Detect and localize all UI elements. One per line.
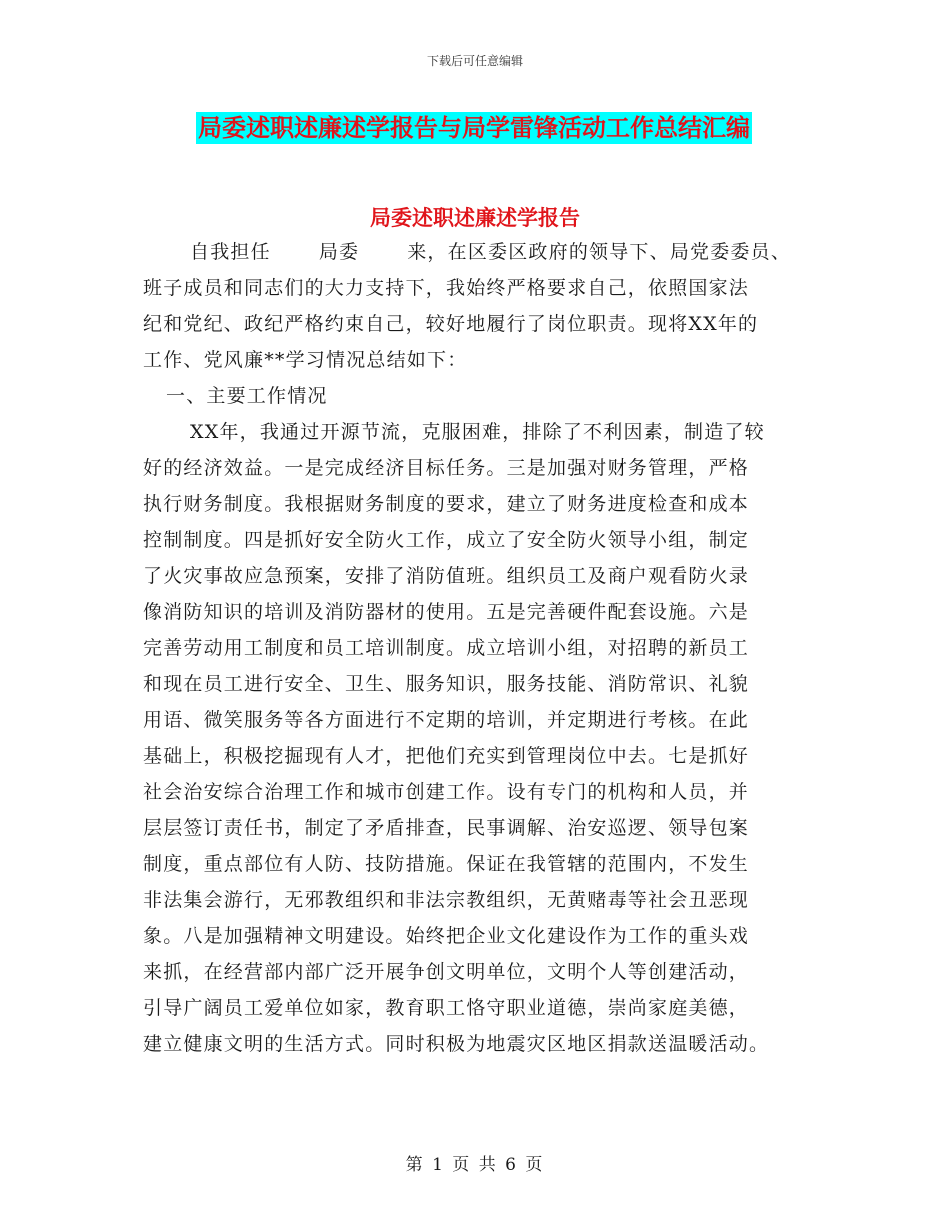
body-line-8: 执行财务制度。我根据财务制度的要求，建立了财务进度检查和成本 [143, 493, 750, 515]
body-line-14: 用语、微笑服务等各方面进行不定期的培训，并定期进行考核。在此 [143, 709, 750, 731]
body-line-19: 非法集会游行，无邪教组织和非法宗教组织，无黄赌毒等社会丑恶现 [143, 889, 750, 911]
body-line-10: 了火灾事故应急预案，安排了消防值班。组织员工及商户观看防火录 [143, 565, 750, 587]
body-line-1-part-3: 来，在区委区政府的领导下、局党委委员、 [407, 241, 792, 263]
body-line-1-part-2: 局委 [318, 241, 360, 263]
body-line-23: 建立健康文明的生活方式。同时积极为地震灾区地区捐款送温暖活动。 [143, 1033, 770, 1055]
body-line-1 [190, 234, 870, 270]
subheading-main-work: 一、主要工作情况 [166, 385, 328, 407]
header-note: 下载后可任意编辑 [426, 54, 523, 68]
body-line-21: 来抓，在经营部内部广泛开展争创文明单位，文明个人等创建活动， [143, 961, 750, 983]
body-line-2: 班子成员和同志们的大力支持下，我始终严格要求自己，依照国家法 [143, 277, 750, 299]
body-line-9: 控制制度。四是抓好安全防火工作，成立了安全防火领导小组，制定 [143, 529, 750, 551]
body-line-11: 像消防知识的培训及消防器材的使用。五是完善硬件配套设施。六是 [143, 601, 750, 623]
body-line-4: 工作、党风廉**学习情况总结如下： [143, 349, 468, 371]
body-line-15: 基础上，积极挖掘现有人才，把他们充实到管理岗位中去。七是抓好 [143, 745, 750, 767]
body-line-1-part-1: 自我担任 [190, 241, 271, 263]
section-title: 局委述职述廉述学报告 [370, 206, 580, 230]
body-line-20: 象。八是加强精神文明建设。始终把企业文化建设作为工作的重头戏 [143, 925, 750, 947]
body-line-3: 纪和党纪、政纪严格约束自己，较好地履行了岗位职责。现将XX年的 [143, 313, 759, 335]
page-number-footer: 第 1 页 共 6 页 [405, 1155, 545, 1175]
body-line-22: 引导广阔员工爱单位如家，教育职工恪守职业道德，崇尚家庭美德， [143, 997, 750, 1019]
body-line-6: XX年，我通过开源节流，克服困难，排除了不利因素，制造了较 [190, 421, 765, 443]
document-title: 局委述职述廉述学报告与局学雷锋活动工作总结汇编 [198, 114, 750, 142]
body-line-18: 制度，重点部位有人防、技防措施。保证在我管辖的范围内，不发生 [143, 853, 750, 875]
body-line-7: 好的经济效益。一是完成经济目标任务。三是加强对财务管理，严格 [143, 457, 750, 479]
body-line-13: 和现在员工进行安全、卫生、服务知识，服务技能、消防常识、礼貌 [143, 673, 750, 695]
body-line-12: 完善劳动用工制度和员工培训制度。成立培训小组，对招聘的新员工 [143, 637, 750, 659]
body-line-16: 社会治安综合治理工作和城市创建工作。设有专门的机构和人员，并 [143, 781, 750, 803]
body-line-17: 层层签订责任书，制定了矛盾排查，民事调解、治安巡逻、领导包案 [143, 817, 750, 839]
